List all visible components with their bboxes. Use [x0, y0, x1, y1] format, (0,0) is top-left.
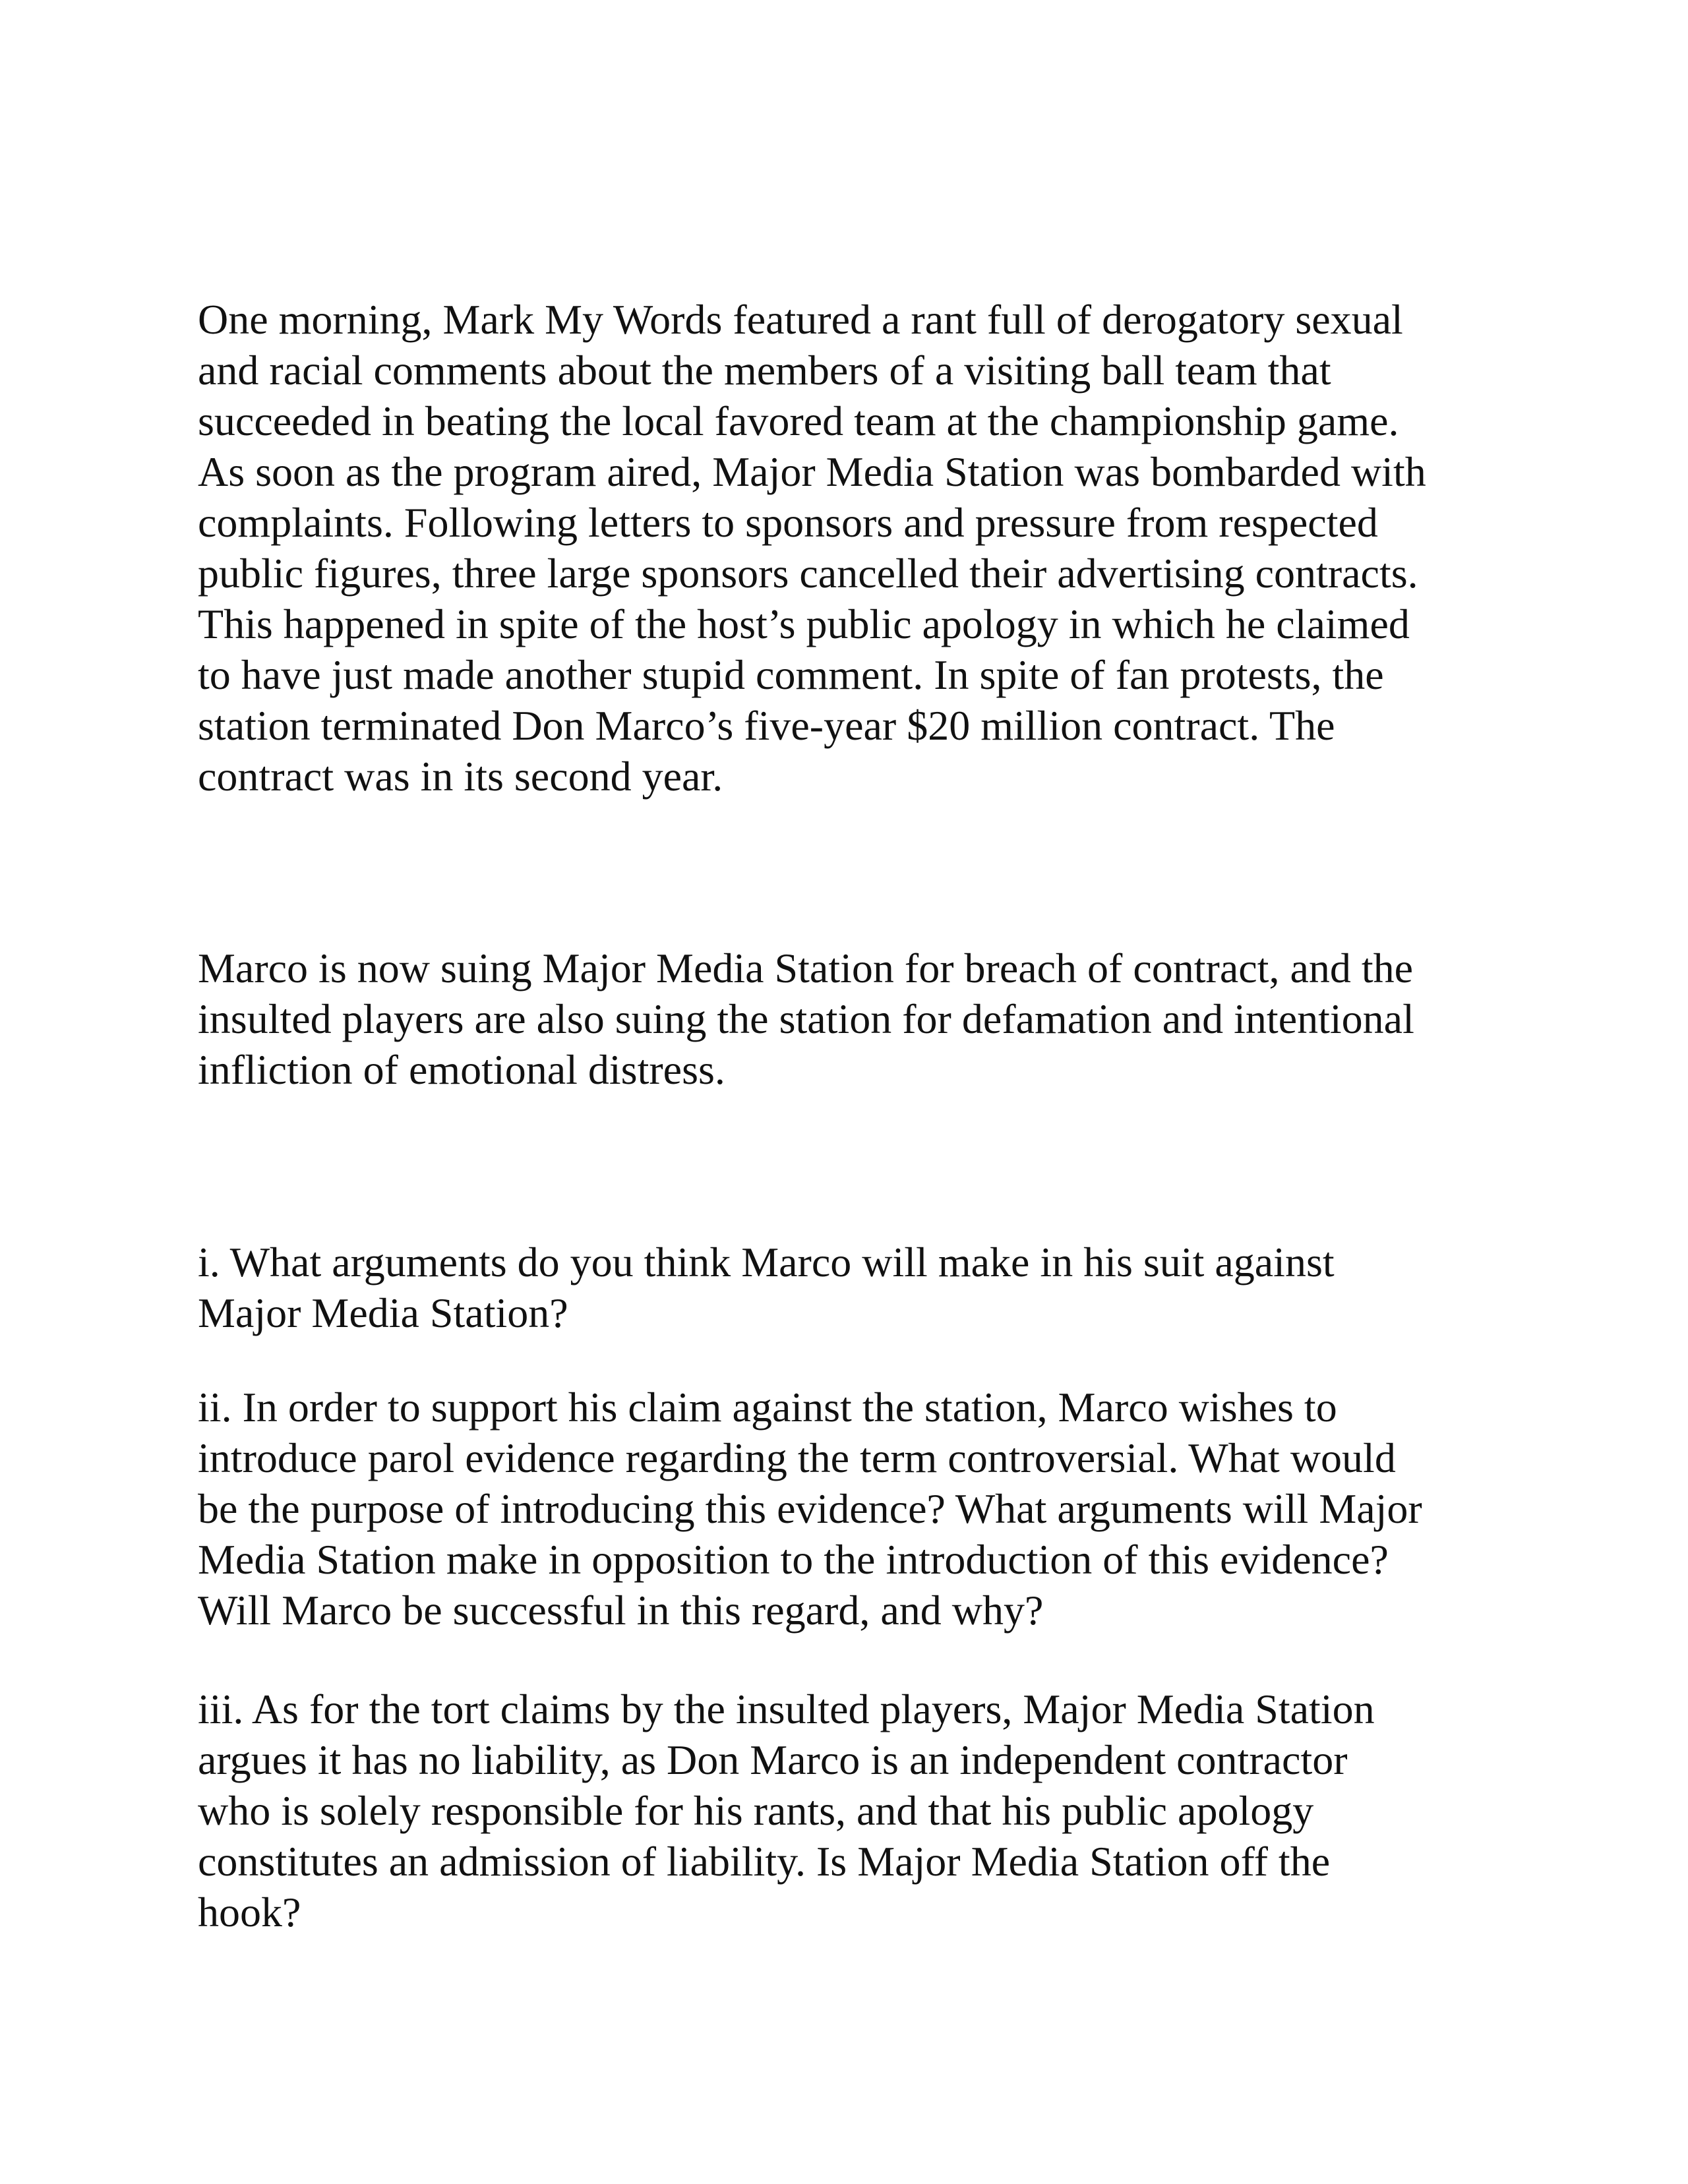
text-line: One morning, Mark My Words featured a rant full of derogatory sexual	[198, 296, 1403, 343]
question-iii	[198, 1684, 1517, 1937]
question-i	[198, 1237, 1517, 1338]
text-line: infliction of emotional distress.	[198, 1046, 725, 1093]
text-line: insulted players are also suing the station for defamation and intentional	[198, 995, 1414, 1042]
text-line: This happened in spite of the host’s public apology in which he claimed	[198, 601, 1410, 647]
question-ii	[198, 1382, 1517, 1636]
text-line: iii. As for the tort claims by the insulted players, Major Media Station	[198, 1686, 1375, 1732]
text-line: argues it has no liability, as Don Marco is an independent contractor	[198, 1736, 1348, 1783]
paragraph-case-facts	[198, 294, 1517, 802]
text-line: constitutes an admission of liability. Is Major Media Station off the	[198, 1838, 1331, 1885]
text-line: be the purpose of introducing this evidence? What arguments will Major	[198, 1485, 1422, 1532]
text-line: contract was in its second year.	[198, 753, 723, 800]
text-line: succeeded in beating the local favored team at the championship game.	[198, 398, 1399, 444]
text-line: i. What arguments do you think Marco will make in his suit against	[198, 1239, 1335, 1285]
text-line: hook?	[198, 1889, 301, 1935]
paragraph-lawsuits	[198, 943, 1517, 1095]
text-line: Media Station make in opposition to the introduction of this evidence?	[198, 1536, 1389, 1583]
text-line: complaints. Following letters to sponsors and pressure from respected	[198, 499, 1378, 546]
text-line: to have just made another stupid comment. In spite of fan protests, the	[198, 651, 1384, 698]
text-line: As soon as the program aired, Major Media Station was bombarded with	[198, 448, 1426, 495]
text-line: Major Media Station?	[198, 1289, 568, 1336]
text-line: ii. In order to support his claim against the station, Marco wishes to	[198, 1384, 1337, 1431]
text-line: station terminated Don Marco’s five-year $20 million contract. The	[198, 702, 1335, 749]
text-line: Will Marco be successful in this regard, and why?	[198, 1587, 1044, 1634]
text-line: public figures, three large sponsors cancelled their advertising contracts.	[198, 550, 1418, 597]
text-line: who is solely responsible for his rants, and that his public apology	[198, 1787, 1314, 1834]
text-line: and racial comments about the members of a visiting ball team that	[198, 347, 1331, 394]
text-line: Marco is now suing Major Media Station for breach of contract, and the	[198, 945, 1414, 991]
text-line: introduce parol evidence regarding the term controversial. What would	[198, 1434, 1396, 1481]
